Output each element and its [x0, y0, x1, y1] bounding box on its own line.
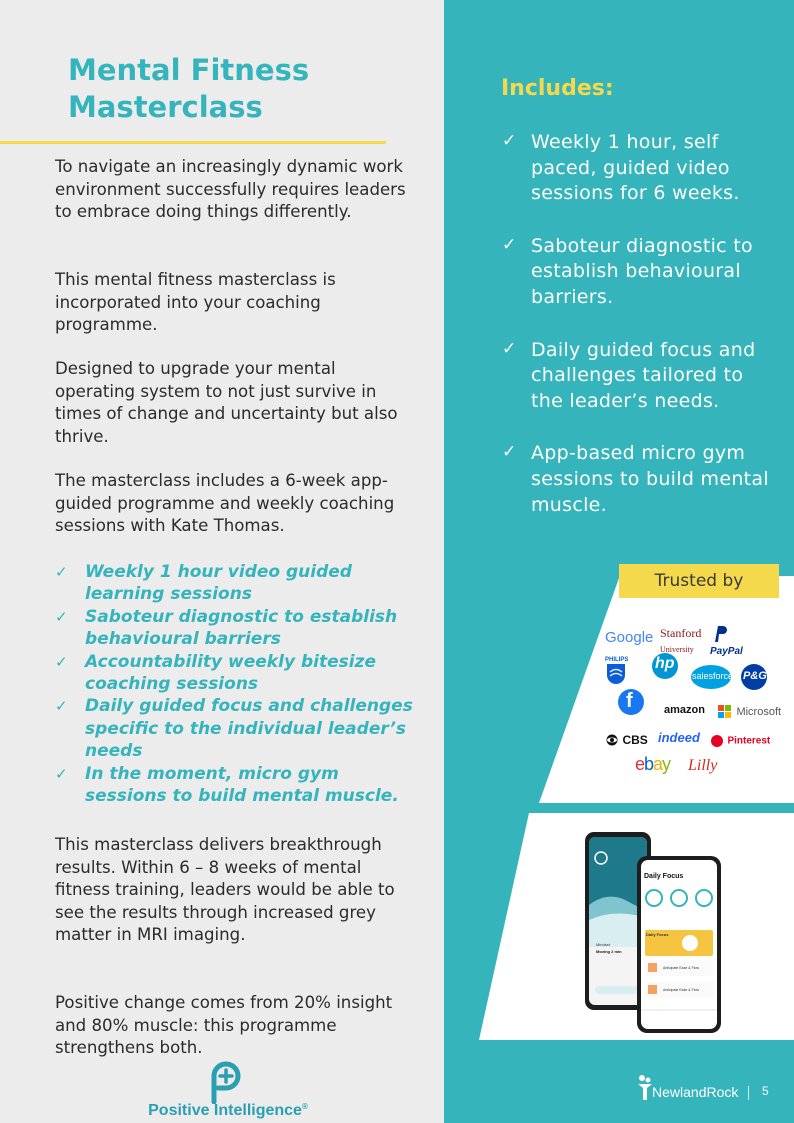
- cbs-logo: CBS: [606, 731, 648, 749]
- list-item: ✓ Accountability weekly bitesize coaching sessions: [55, 651, 376, 695]
- check-icon: ✓: [55, 607, 68, 626]
- designed-paragraph: Designed to upgrade your mental operating system to not just survive in times of change and uncertainty but also thrive.: [55, 359, 398, 446]
- highlight-list: [55, 561, 420, 807]
- insight-paragraph: Positive change comes from 20% insight and 80% muscle: this programme strengthens both.: [55, 993, 393, 1058]
- check-icon: ✓: [502, 234, 517, 255]
- paypal-icon: [710, 624, 730, 644]
- list-item: ✓ Saboteur diagnostic to establish behavioural barriers.: [502, 234, 753, 308]
- check-icon: ✓: [55, 652, 68, 671]
- paypal-logo: PayPal: [710, 624, 743, 657]
- check-icon: ✓: [502, 131, 517, 151]
- hp-logo: hp: [651, 652, 679, 685]
- positive-intelligence-icon: [208, 1060, 244, 1104]
- check-icon: ✓: [55, 697, 68, 716]
- indeed-logo: indeed: [658, 730, 700, 745]
- microsoft-squares-icon: [718, 705, 732, 719]
- newlandrock-logo-text: NewlandRock: [652, 1084, 739, 1100]
- includes-list: [502, 130, 772, 545]
- facebook-logo: f: [618, 689, 644, 720]
- check-icon: ✓: [55, 563, 68, 581]
- footer-divider: [748, 1086, 749, 1100]
- list-item: ✓ Weekly 1 hour video guided learning sessions: [55, 562, 352, 605]
- page-number: 5: [762, 1084, 769, 1098]
- registered-mark: ®: [301, 1102, 308, 1111]
- incorporated-paragraph: This mental fitness masterclass is incorporated into your coaching programme.: [55, 270, 336, 335]
- app-row-1: Anticipate Ease & Flow: [663, 966, 699, 970]
- pinterest-icon: [711, 735, 723, 747]
- list-item: ✓ Saboteur diagnostic to establish behavioural barriers: [55, 606, 398, 650]
- includes-paragraph: The masterclass includes a 6-week app-guided programme and weekly coaching sessions with Kate Thomas.: [55, 471, 395, 536]
- stanford-logo: Stanford University: [660, 626, 702, 654]
- philips-shield-icon: [605, 663, 627, 685]
- list-item: ✓ App-based micro gym sessions to build mental muscle.: [502, 442, 769, 516]
- ebay-logo: ebay: [635, 754, 671, 774]
- check-icon: ✓: [55, 764, 68, 783]
- app-daily-focus-heading: Daily Focus: [644, 873, 684, 880]
- footer: [636, 1074, 786, 1104]
- google-logo: Google: [605, 629, 654, 646]
- intro-paragraph: To navigate an increasingly dynamic work environment successfully requires leaders to embrace doing things differently.: [55, 157, 406, 222]
- app-card-title: Daily Focus: [646, 932, 669, 937]
- amazon-logo: amazon: [664, 704, 705, 716]
- philips-logo: PHILIPS: [605, 657, 628, 690]
- salesforce-logo: salesforce: [690, 662, 732, 695]
- page-title: Mental Fitness Masterclass: [68, 53, 310, 124]
- trusted-by-label: Trusted by: [619, 564, 779, 598]
- app-preview-panel: [444, 810, 794, 1045]
- lilly-logo: Lilly: [688, 757, 718, 774]
- includes-title: Includes:: [501, 76, 614, 101]
- results-paragraph: This masterclass delivers breakthrough results. Within 6 – 8 weeks of mental fitness training, leaders would be able to see the results through increased grey matter in MRI imaging.: [55, 835, 395, 945]
- check-icon: ✓: [502, 338, 517, 359]
- list-item: ✓ Daily guided focus and challenges specific to the individual leader’s needs: [55, 696, 413, 762]
- positive-intelligence-logo: [148, 1060, 308, 1120]
- title-underline: [0, 141, 386, 144]
- list-item: ✓ In the moment, micro gym sessions to build mental muscle.: [55, 763, 399, 807]
- microsoft-logo: Microsoft: [718, 703, 781, 721]
- pg-logo: P&G: [740, 663, 768, 696]
- app-moving-label: Moving 2 min: [596, 949, 622, 954]
- app-mindset-label: Mindset: [596, 942, 611, 947]
- app-row-2: Anticipate Ease & Flow: [663, 988, 699, 992]
- list-item: ✓ Daily guided focus and challenges tailored to the leader’s needs.: [502, 338, 756, 412]
- check-icon: ✓: [502, 442, 517, 463]
- list-item: ✓ Weekly 1 hour, self paced, guided video sessions for 6 weeks.: [502, 131, 740, 205]
- positive-intelligence-text: Positive Intelligence: [148, 1102, 302, 1119]
- pinterest-logo: Pinterest: [711, 732, 770, 750]
- cbs-eye-icon: [606, 734, 618, 746]
